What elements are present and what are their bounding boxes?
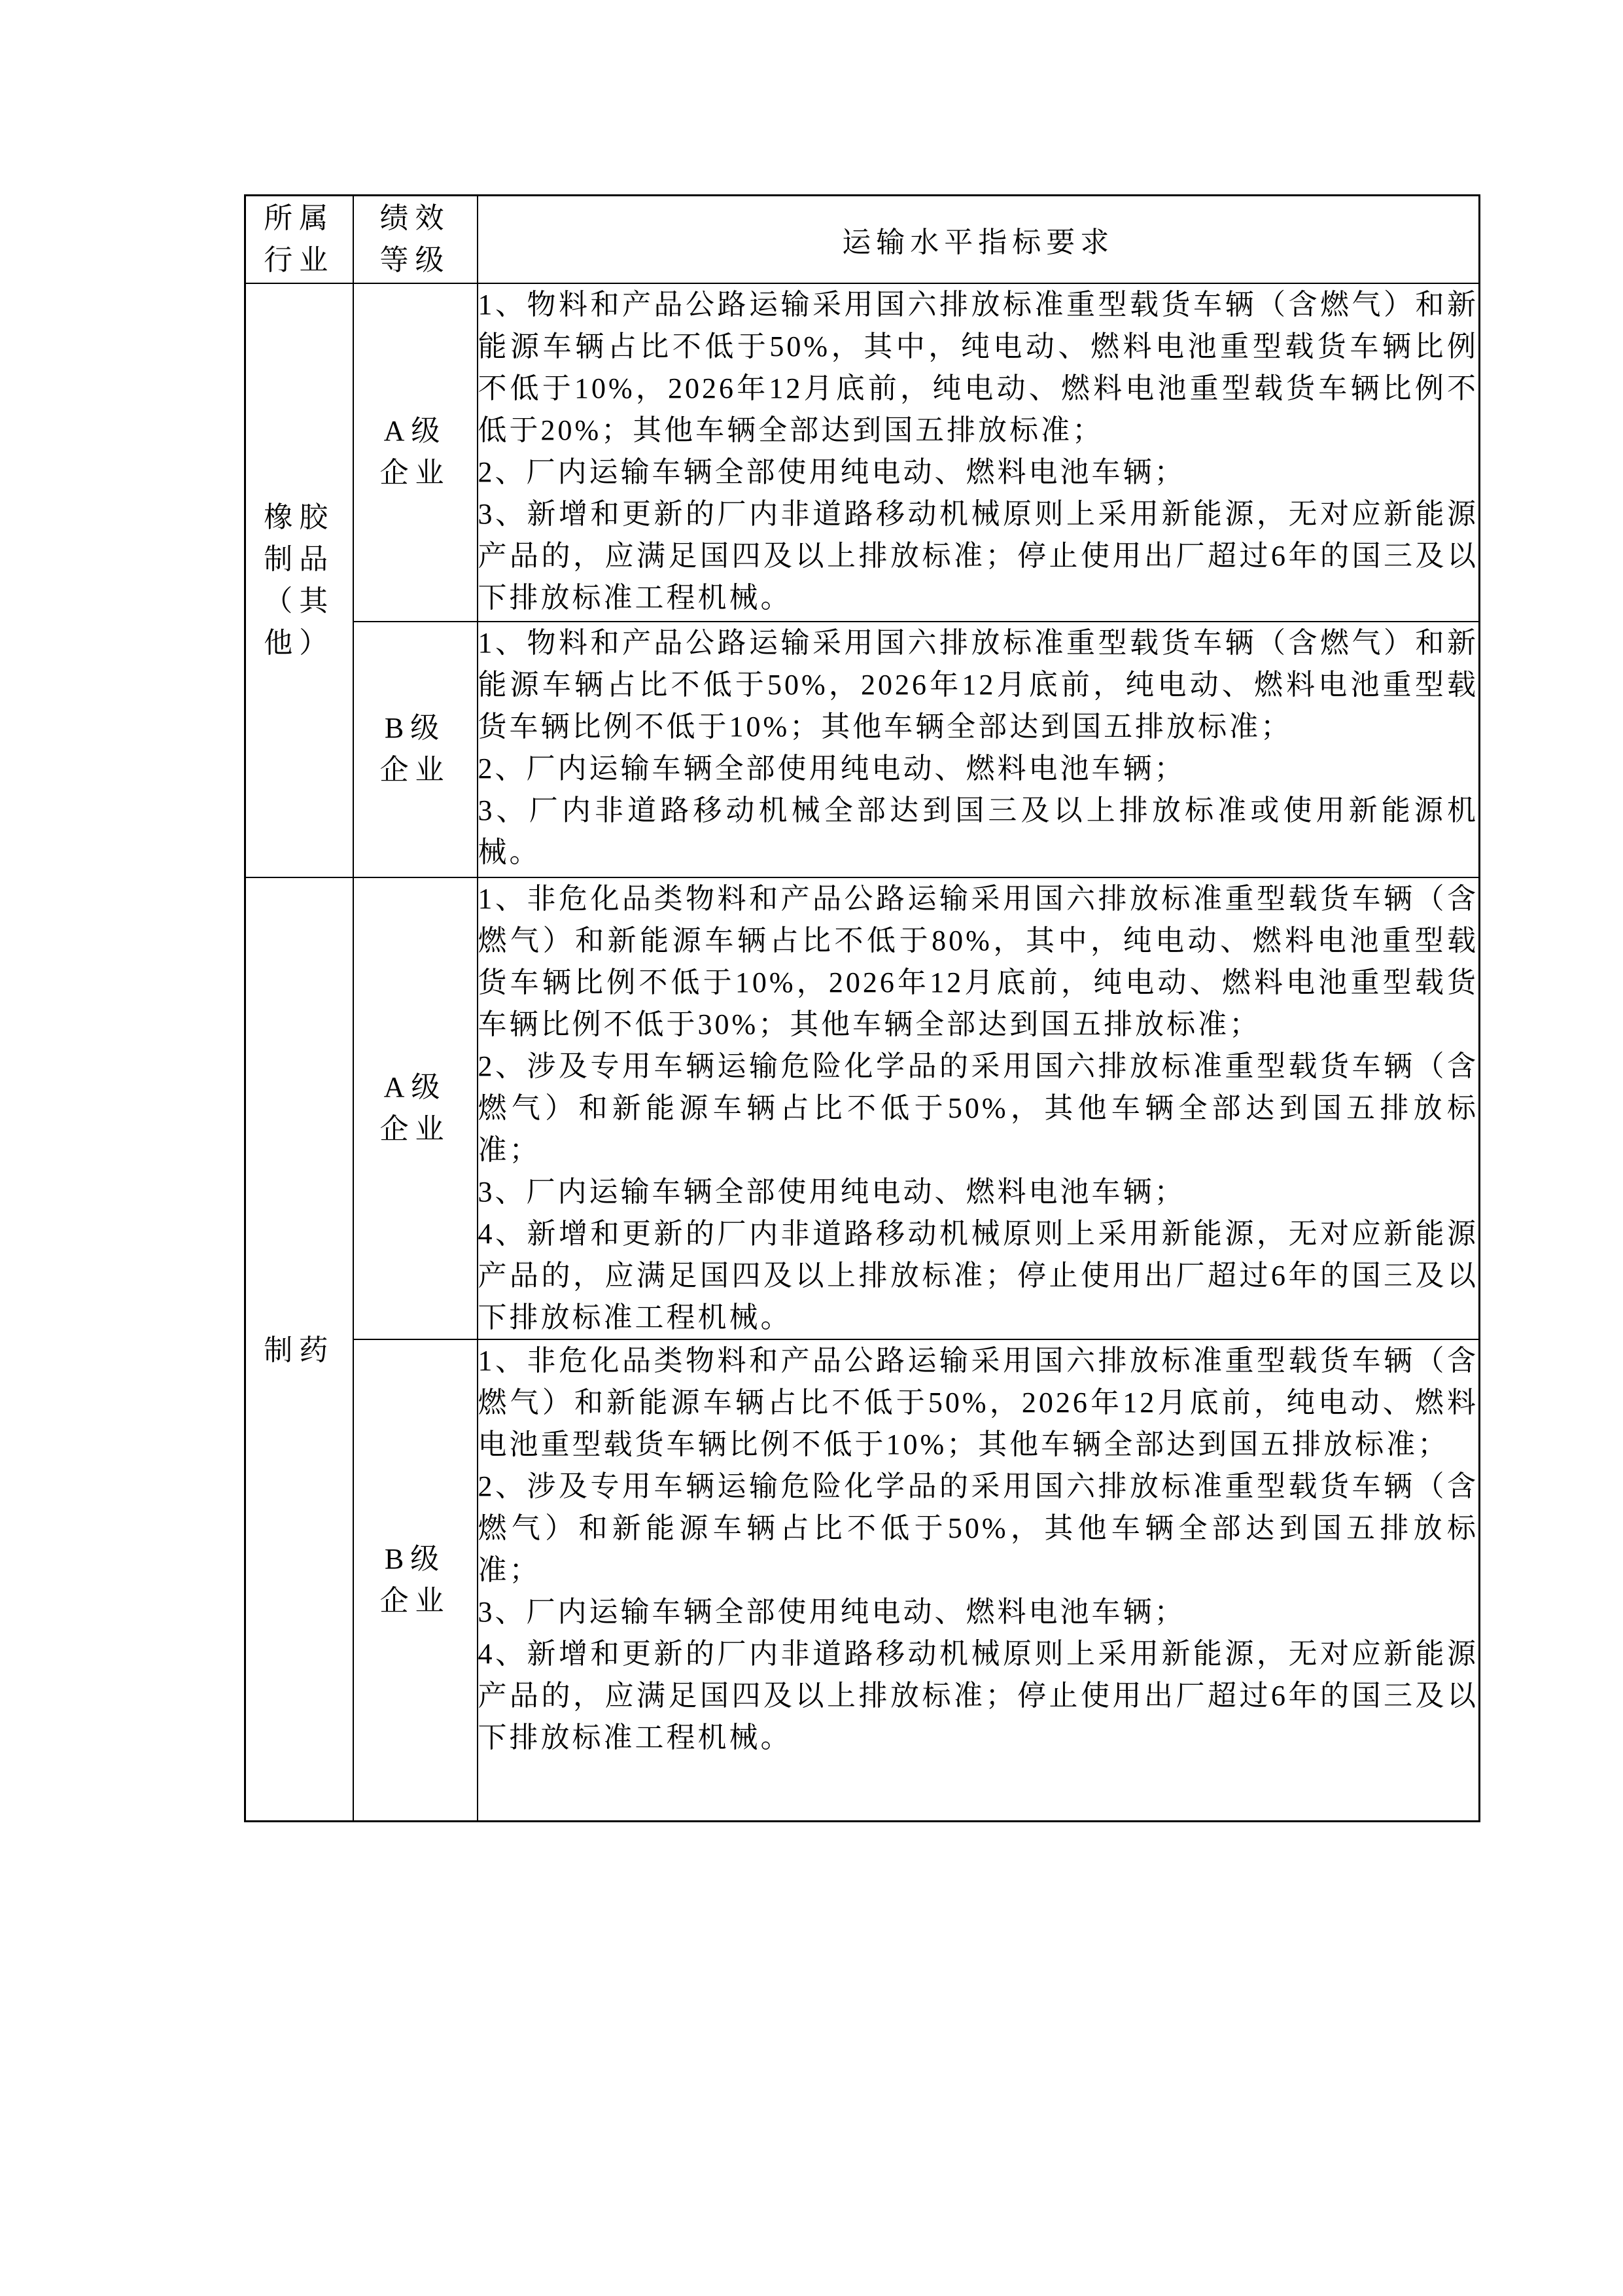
industry-label: 橡胶制品（其他） xyxy=(264,501,335,659)
requirement-item: 2、涉及专用车辆运输危险化学品的采用国六排放标准重型载货车辆（含燃气）和新能源车辆占比不低于50%，其他车辆全部达到国五排放标准； xyxy=(478,1050,1478,1166)
header-requirements xyxy=(478,196,1480,283)
table-row xyxy=(245,877,1480,1339)
header-grade xyxy=(353,196,478,283)
table-header-row xyxy=(245,196,1480,283)
requirement-item: 1、物料和产品公路运输采用国六排放标准重型载货车辆（含燃气）和新能源车辆占比不低于50%，其中，纯电动、燃料电池重型载货车辆比例不低于10%，2026年12月底前，纯电动、燃料电池重型载货车辆比例不低于20%；其他车辆全部达到国五排放标准； xyxy=(478,288,1478,446)
requirement-item: 1、非危化品类物料和产品公路运输采用国六排放标准重型载货车辆（含燃气）和新能源车辆占比不低于50%，2026年12月底前，纯电动、燃料电池重型载货车辆比例不低于10%；其他车辆全部达到国五排放标准； xyxy=(478,1344,1478,1460)
table-row xyxy=(245,283,1480,622)
grade-label: B级企业 xyxy=(379,1542,451,1617)
grade-label: A级企业 xyxy=(379,415,451,489)
requirements-cell xyxy=(478,283,1480,622)
header-grade-label: 绩效等级 xyxy=(379,202,451,276)
requirement-item: 4、新增和更新的厂内非道路移动机械原则上采用新能源，无对应新能源产品的，应满足国四及以上排放标准；停止使用出厂超过6年的国三及以下排放标准工程机械。 xyxy=(478,1217,1478,1333)
requirement-item: 1、物料和产品公路运输采用国六排放标准重型载货车辆（含燃气）和新能源车辆占比不低于50%，2026年12月底前，纯电动、燃料电池重型载货车辆比例不低于10%；其他车辆全部达到国五排放标准； xyxy=(478,626,1478,743)
industry-cell-rubber xyxy=(245,283,353,877)
requirement-item: 2、厂内运输车辆全部使用纯电动、燃料电池车辆； xyxy=(478,455,1186,488)
requirement-item: 3、厂内运输车辆全部使用纯电动、燃料电池车辆； xyxy=(478,1595,1186,1628)
requirements-table xyxy=(244,194,1480,1822)
grade-label: B级企业 xyxy=(379,712,451,786)
requirement-item: 2、涉及专用车辆运输危险化学品的采用国六排放标准重型载货车辆（含燃气）和新能源车辆占比不低于50%，其他车辆全部达到国五排放标准； xyxy=(478,1470,1478,1586)
requirement-item: 3、厂内运输车辆全部使用纯电动、燃料电池车辆； xyxy=(478,1175,1186,1208)
requirements-cell xyxy=(478,622,1480,877)
requirement-item: 3、新增和更新的厂内非道路移动机械原则上采用新能源，无对应新能源产品的，应满足国四及以上排放标准；停止使用出厂超过6年的国三及以下排放标准工程机械。 xyxy=(478,497,1478,614)
table-row xyxy=(245,622,1480,877)
header-requirements-label: 运输水平指标要求 xyxy=(842,226,1115,258)
requirement-item: 4、新增和更新的厂内非道路移动机械原则上采用新能源，无对应新能源产品的，应满足国四及以上排放标准；停止使用出厂超过6年的国三及以下排放标准工程机械。 xyxy=(478,1637,1478,1754)
grade-cell xyxy=(353,877,478,1339)
industry-cell-pharma xyxy=(245,877,353,1822)
grade-cell xyxy=(353,283,478,622)
table-row xyxy=(245,1339,1480,1822)
grade-label: A级企业 xyxy=(379,1070,451,1145)
grade-cell xyxy=(353,622,478,877)
requirements-cell xyxy=(478,877,1480,1339)
requirement-item: 3、厂内非道路移动机械全部达到国三及以上排放标准或使用新能源机械。 xyxy=(478,794,1478,868)
header-industry xyxy=(245,196,353,283)
industry-label: 制药 xyxy=(264,1333,335,1366)
requirements-cell xyxy=(478,1339,1480,1822)
requirement-item: 2、厂内运输车辆全部使用纯电动、燃料电池车辆； xyxy=(478,752,1186,785)
requirement-item: 1、非危化品类物料和产品公路运输采用国六排放标准重型载货车辆（含燃气）和新能源车辆占比不低于80%，其中，纯电动、燃料电池重型载货车辆比例不低于10%，2026年12月底前，纯电动、燃料电池重型载货车辆比例不低于30%；其他车辆全部达到国五排放标准； xyxy=(478,882,1478,1040)
grade-cell xyxy=(353,1339,478,1822)
header-industry-label: 所属行业 xyxy=(264,202,335,276)
